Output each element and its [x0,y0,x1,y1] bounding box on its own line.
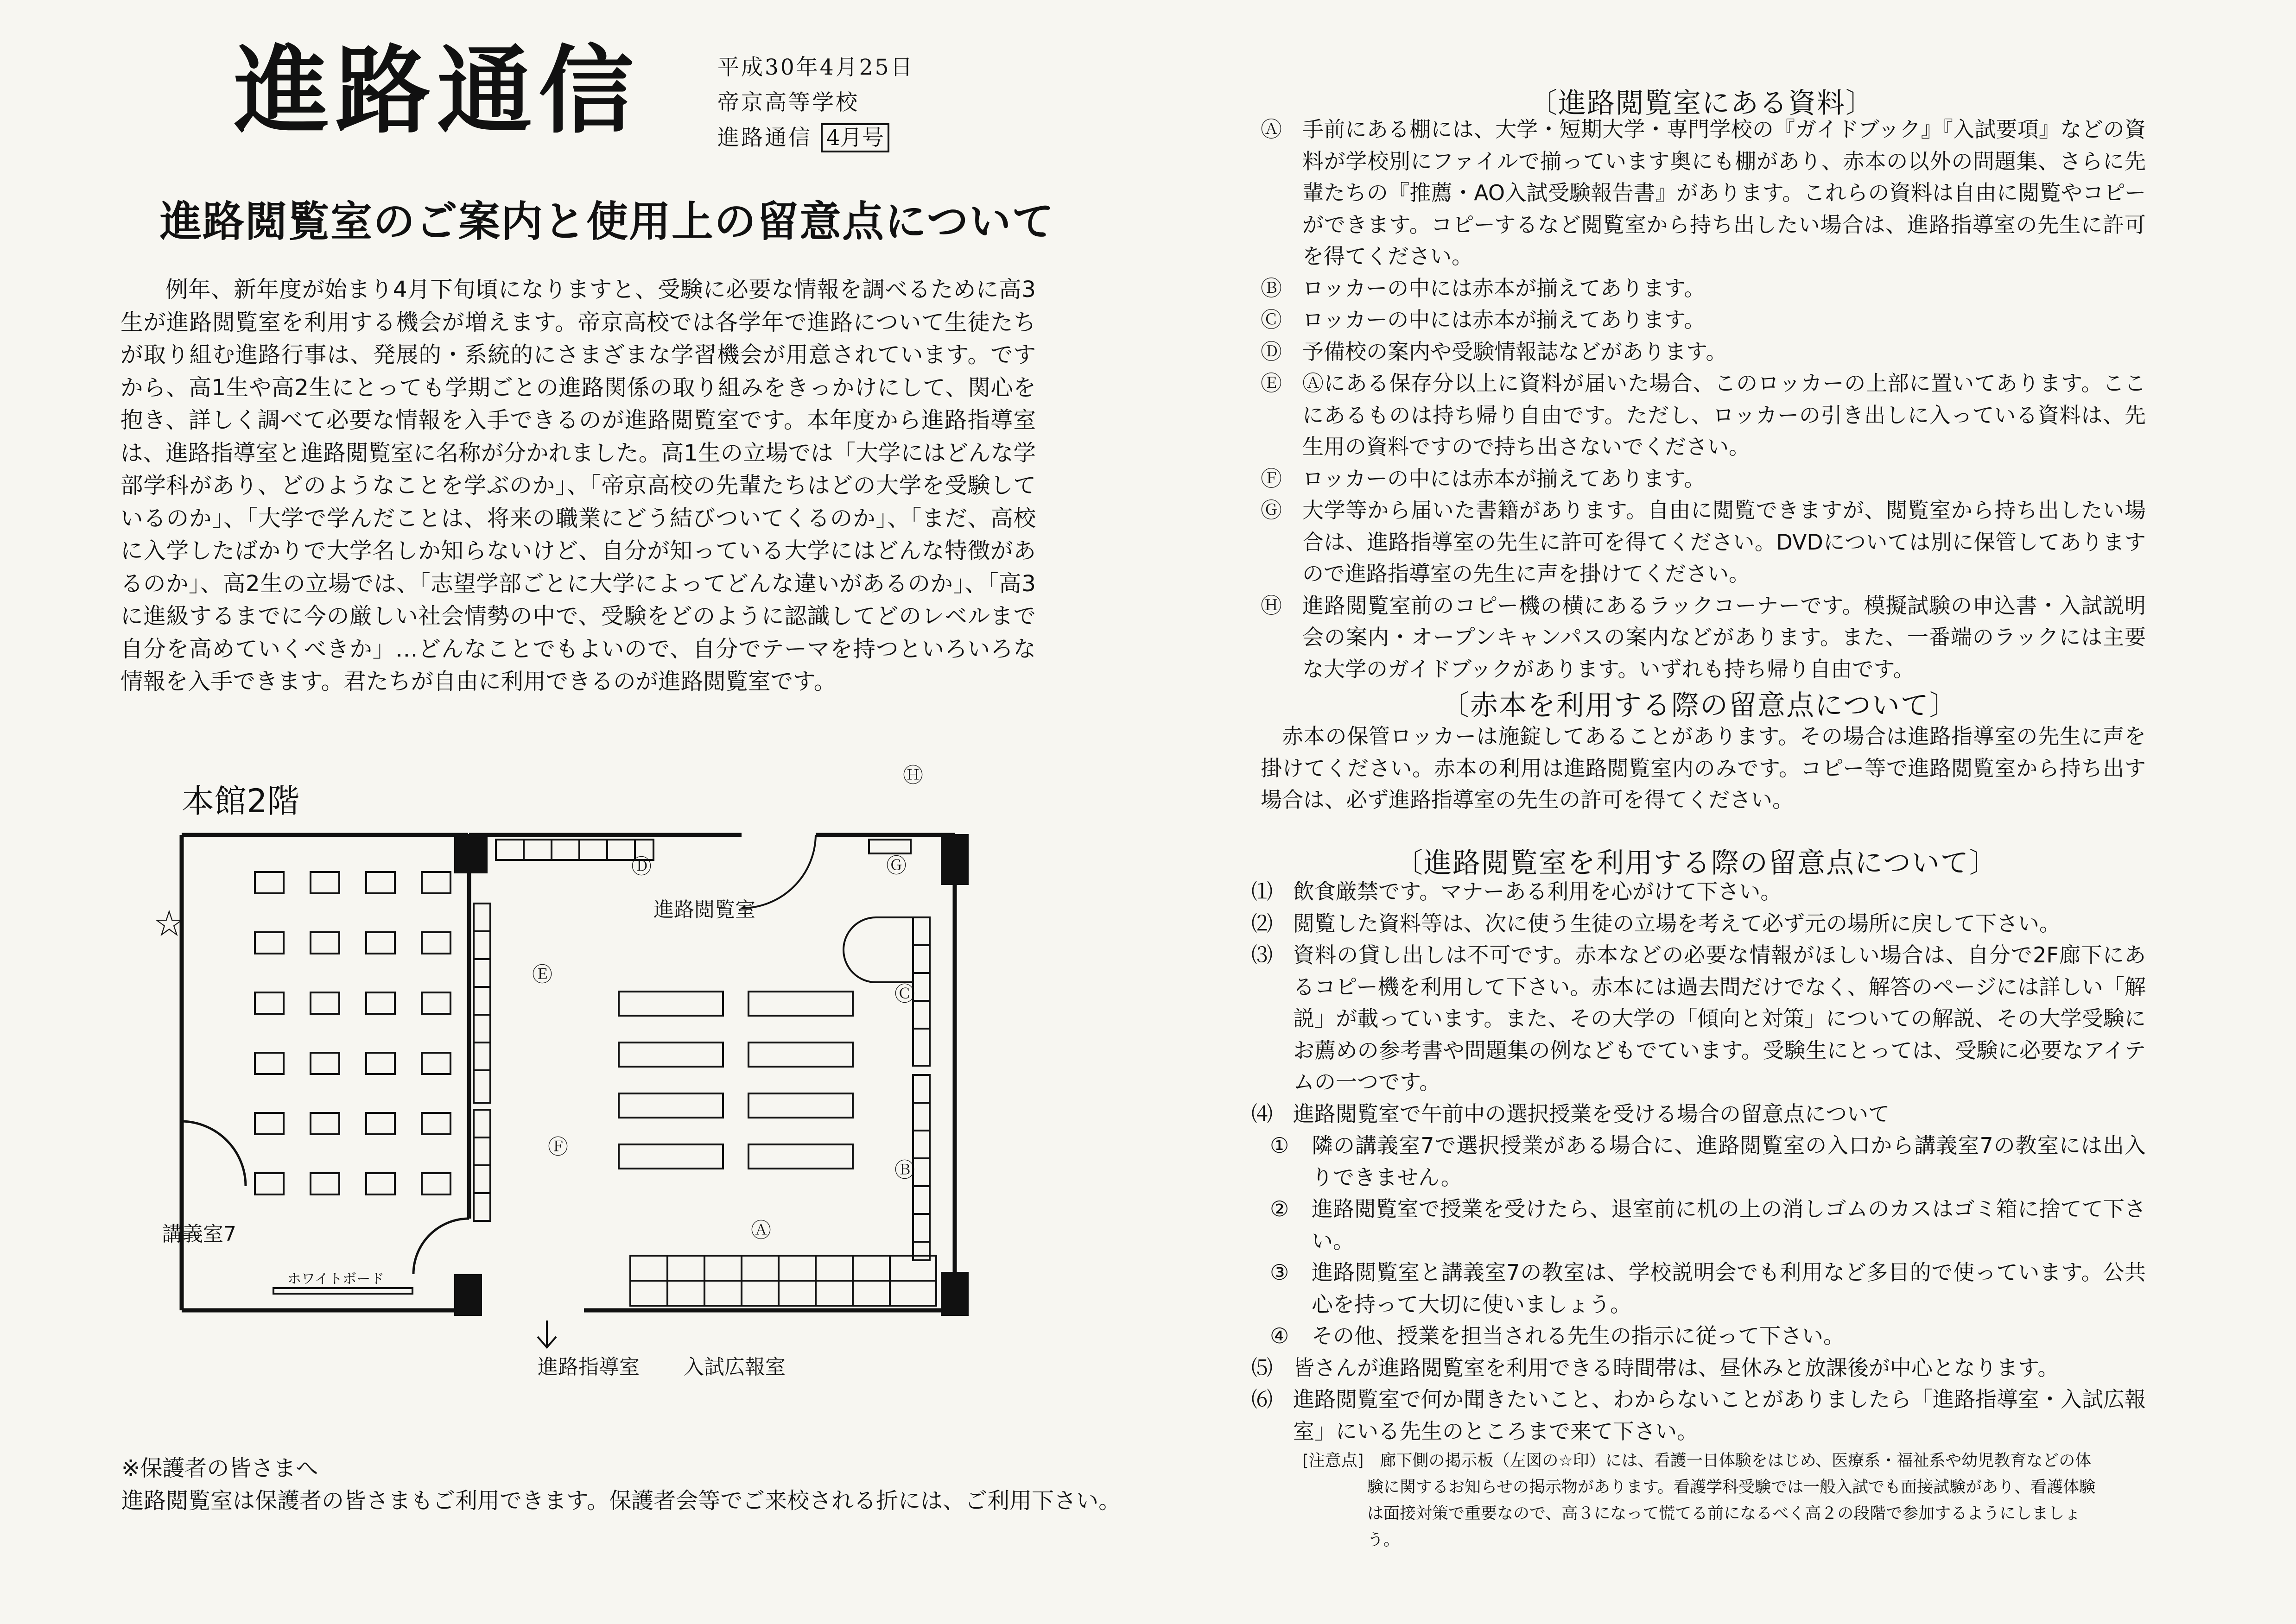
item-marker: Ⓓ [1261,339,1282,364]
school-name: 帝京高等学校 [717,90,859,115]
issue-line [717,120,914,156]
room-lecture-label: 講義室7 [162,1222,236,1246]
item-marker: ① [1270,1133,1289,1158]
bulletin-star-icon: ☆ [153,903,185,945]
usage-list [1242,876,2146,1447]
issue-meta [717,50,914,156]
guardian-note-heading: ※保護者の皆さまへ [121,1455,318,1481]
list-item [1251,367,2146,463]
item-text: 進路閲覧室で何か聞きたいこと、わからないことがありましたら「進路指導室・入試広報室」にいる先生のところまで来て下さい。 [1293,1387,2146,1444]
item-text: 進路閲覧室と講義室7の教室は、学校説明会でも利用など多目的で使っています。公共心を持って大切に使いましょう。 [1312,1260,2146,1317]
list-item [1242,1320,2146,1352]
list-item [1251,304,2146,336]
marker-h: Ⓗ [903,764,923,787]
item-marker: Ⓖ [1261,498,1282,523]
list-item [1251,272,2146,304]
caution-note [1302,1448,2099,1554]
whiteboard-label: ホワイトボード [287,1271,385,1287]
list-item [1242,1193,2146,1257]
item-marker: Ⓒ [1261,307,1282,332]
akahon-title: 〔赤本を利用する際の留意点について〕 [1441,689,1958,722]
list-item [1251,494,2146,590]
list-item [1242,1384,2146,1447]
list-item [1242,1130,2146,1193]
item-text: 資料の貸し出しは不可です。赤本などの必要な情報がほしい場合は、自分で2F廊下にあるコピー機を利用して下さい。赤本には過去問だけでなく、解答のページには詳しい「解説」が載っています。また、その大学の「傾向と対策」についての解説、その大学受験にお薦めの参考書や問題集の例などもでています。受験生にとっては、受験に必要なアイテムの一つです。 [1293,942,2146,1094]
list-item [1251,590,2146,685]
marker-g: Ⓖ [886,854,907,878]
list-item [1242,1098,2146,1130]
item-text: ロッカーの中には赤本が揃えてあります。 [1302,275,1706,301]
item-text: 大学等から届いた書籍があります。自由に閲覧できますが、閲覧室から持ち出したい場合は、進路指導室の先生に許可を得てください。DVDについては別に保管してありますので進路指導室の先生に声を掛けてください。 [1302,498,2146,586]
item-marker: Ⓕ [1261,466,1282,491]
caution-line-1 [1302,1448,2099,1474]
item-text: 閲覧した資料等は、次に使う生徒の立場を考えて必ず元の場所に戻して下さい。 [1293,910,2061,936]
item-marker: ④ [1270,1323,1289,1348]
item-text: 手前にある棚には、大学・短期大学・専門学校の『ガイドブック』『入試要項』などの資料が学校別にファイルで揃っています奥にも棚があり、赤本の以外の問題集、さらに先輩たちの『推薦・AO入試受験報告書』があります。これらの資料は自由に閲覧やコピーができます。コピーするなど閲覧室から持ち出したい場合は、進路指導室の先生に許可を得てください。 [1302,117,2146,269]
issue-name: 進路通信 [717,125,812,151]
list-item [1251,336,2146,368]
marker-c: Ⓒ [894,982,915,1006]
item-text: ロッカーの中には赤本が揃えてあります。 [1302,307,1706,332]
intro-paragraph: 例年、新年度が始まり4月下旬頃になりますと、受験に必要な情報を調べるために高3生が進路閲覧室を利用する機会が増えます。帝京高校では各学年で進路について生徒たちが取り組む進路行事は、発展的・系統的にさまざまな学習機会が用意されています。ですから、高1生や高2生にとっても学期ごとの進路関係の取り組みをきっかけにして、関心を抱き、詳しく調べて必要な情報を入手できるのが進路閲覧室です。本年度から進路指導室は、進路指導室と進路閲覧室に名称が分かれました。高1生の立場では「大学にはどんな学部学科があり、どのようなことを学ぶのか」、「帝京高校の先輩たちはどの大学を受験しているのか」、「大学で学んだことは、将来の職業にどう結びついてくるのか」、「まだ、高校に入学したばかりで大学名しか知らないけど、自分が知っている大学にはどんな特徴があるのか」、高2生の立場では、「志望学部ごとに大学によってどんな違いがあるのか」、「高3に進級するまでに今の厳しい社会情勢の中で、受験をどのように認識してどのレベルまで自分を高めていくべきか」…どんなことでもよいので、自分でテーマを持つといろいろな情報を入手できます。君たちが自由に利用できるのが進路閲覧室です。 [121,277,1036,695]
item-marker: Ⓔ [1261,371,1282,396]
list-item [1251,463,2146,495]
item-text: ロッカーの中には赤本が揃えてあります。 [1302,466,1706,491]
caution-label: [注意点] [1302,1452,1364,1470]
item-marker: ⑵ [1251,910,1273,936]
item-text: 飲食厳禁です。マナーある利用を心がけて下さい。 [1293,879,1782,904]
guardian-note-body: 進路閲覧室は保護者の皆さまもご利用できます。保護者会等でご来校される折には、ご利用下さい。 [121,1488,1121,1514]
item-marker: Ⓐ [1261,117,1282,142]
item-text: 皆さんが進路閲覧室を利用できる時間帯は、昼休みと放課後が中心となります。 [1293,1355,2059,1380]
item-text: 進路閲覧室前のコピー機の横にあるラックコーナーです。模擬試験の申込書・入試説明会の案内・オープンキャンパスの案内などがあります。また、一番端のラックには主要な大学のガイドブックがあります。いずれも持ち帰り自由です。 [1302,593,2146,682]
floorplan-diagram [153,760,1024,1395]
marker-b: Ⓑ [894,1158,915,1182]
item-marker: ⑷ [1251,1101,1273,1126]
below-left-label: 進路指導室 [538,1355,640,1379]
masthead-title: 進路通信 [234,36,640,146]
item-text: 進路閲覧室で午前中の選択授業を受ける場合の留意点について [1293,1101,1890,1126]
item-marker: ⑶ [1251,942,1273,967]
list-item [1242,1352,2146,1384]
akahon-text: 赤本の保管ロッカーは施錠してあることがあります。その場合は進路指導室の先生に声を掛けてください。赤本の利用は進路閲覧室内のみです。コピー等で進路閲覧室から持ち出す場合は、必ず進路指導室の先生の許可を得てください。 [1261,724,2146,812]
list-item [1242,939,2146,1098]
list-item [1242,908,2146,940]
item-marker: ⑴ [1251,879,1273,904]
item-marker: Ⓗ [1261,593,1282,618]
below-right-label: 入試広報室 [684,1355,786,1379]
marker-d: Ⓓ [631,855,652,878]
item-marker: ③ [1270,1260,1289,1285]
item-text: Ⓐにある保存分以上に資料が届いた場合、このロッカーの上部に置いてあります。ここにあるものは持ち帰り自由です。ただし、ロッカーの引き出しに入っている資料は、先生用の資料ですので持ち出さないでください。 [1302,371,2146,459]
caution-line-3: は面接対策で重要なので、高３になって慌てる前になるべく高２の段階で参加するようにしましょう。 [1367,1504,2081,1549]
item-marker: ⑸ [1251,1355,1273,1380]
item-text: 予備校の案内や受験情報誌などがあります。 [1302,339,1727,364]
item-marker: ② [1270,1196,1289,1221]
materials-list [1251,114,2146,685]
floorplan-title: 本館2階 [182,782,300,820]
list-item [1242,876,2146,908]
usage-title: 〔進路閲覧室を利用する際の留意点について〕 [1395,847,1998,879]
item-text: その他、授業を担当される先生の指示に従って下さい。 [1312,1323,1845,1348]
caution-text-1: 廊下側の掲示板（左図の☆印）には、看護一日体験をはじめ、医療系・福祉系や幼児教育などの体 [1380,1452,2092,1470]
item-marker: ⑹ [1251,1387,1273,1412]
item-text: 隣の講義室7で選択授業がある場合に、進路閲覧室の入口から講義室7の教室には出入りできません。 [1312,1133,2146,1190]
headline: 進路閲覧室のご案内と使用上の留意点について [160,197,1055,246]
materials-title: 〔進路閲覧室にある資料〕 [1529,87,1874,120]
marker-a: Ⓐ [751,1219,771,1242]
list-item [1251,114,2146,272]
list-item [1242,1257,2146,1320]
item-marker: Ⓑ [1261,275,1282,301]
issue-date: 平成30年4月25日 [717,55,914,80]
caution-line-2: 験に関するお知らせの掲示物があります。看護学科受験では一般入試でも面接試験があり、看護体験 [1367,1478,2096,1497]
item-text: 進路閲覧室で授業を受けたら、退室前に机の上の消しゴムのカスはゴミ箱に捨てて下さい。 [1312,1196,2146,1253]
issue-month-badge: 4月号 [821,123,889,152]
marker-f: Ⓕ [548,1135,568,1159]
marker-e: Ⓔ [532,963,552,986]
room-reading-label: 進路閲覧室 [653,898,755,922]
